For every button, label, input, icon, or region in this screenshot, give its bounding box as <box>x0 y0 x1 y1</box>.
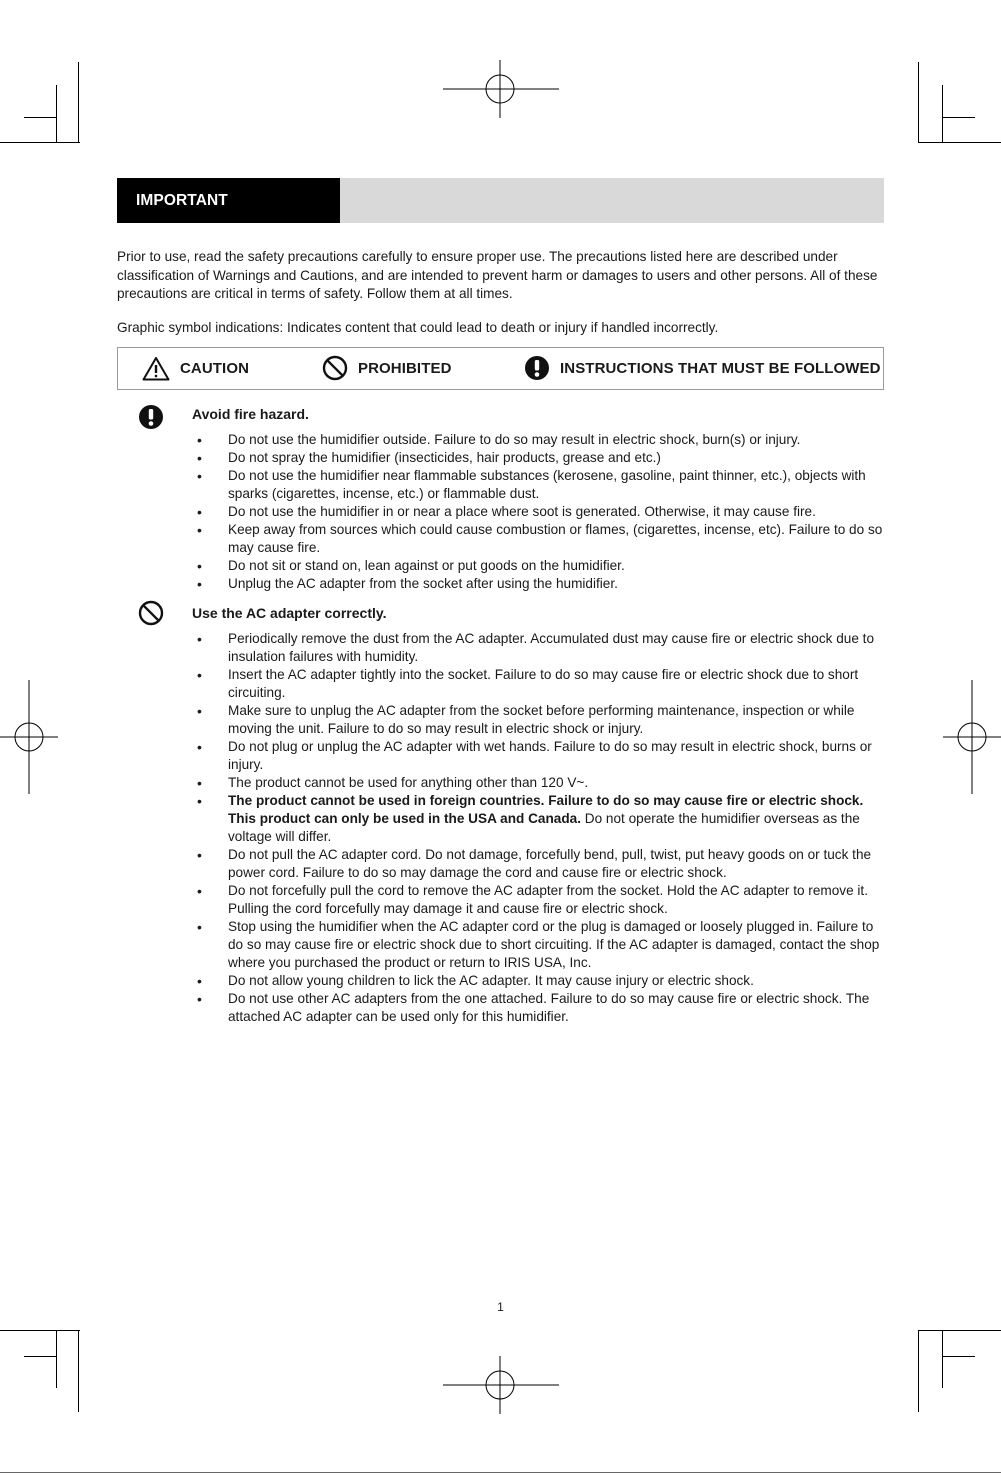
list-item: • Do not use other AC adapters from the one attached. Failure to do so may cause fire or electric shock. The attached AC adapter can be used only for this humidifier. <box>192 990 892 1026</box>
list-item: • Do not allow young children to lick the AC adapter. It may cause injury or electric shock. <box>192 972 892 990</box>
page-title: IMPORTANT SAFEGUARDS <box>117 178 340 223</box>
list-item: • Periodically remove the dust from the AC adapter. Accumulated dust may cause fire or electric shock due to insulation failures with humidity. <box>192 630 892 666</box>
legend-caution <box>142 348 249 388</box>
legend-prohibited <box>322 348 452 388</box>
header-bar <box>117 178 884 254</box>
list-item: • Do not use the humidifier outside. Failure to do so may result in electric shock, burn(s) or injury. <box>192 431 892 449</box>
registration-mark-left-icon <box>0 680 58 794</box>
list-item: • Do not use the humidifier near flammable substances (kerosene, gasoline, paint thinner, etc.), objects with sparks (cigarettes, incense, etc.) or flammable dust. <box>192 467 892 503</box>
list-item: • The product cannot be used for anything other than 120 V~. <box>192 774 892 792</box>
ac-adapter-list <box>192 630 892 1026</box>
legend-prohibited-label: PROHIBITED <box>358 359 452 377</box>
list-item: • Do not sit or stand on, lean against or put goods on the humidifier. <box>192 557 892 575</box>
exclamation-circle-icon <box>138 404 164 430</box>
registration-mark-bottom-icon <box>443 1356 559 1414</box>
list-item: • Make sure to unplug the AC adapter from the socket before performing maintenance, inspection or while moving the unit. Failure to do so may result in electric shock or injury. <box>192 702 892 738</box>
list-item: • Unplug the AC adapter from the socket after using the humidifier. <box>192 575 892 593</box>
legend-instructions <box>524 348 881 388</box>
legend-instructions-label: INSTRUCTIONS THAT MUST BE FOLLOWED <box>560 359 881 377</box>
list-item: • Stop using the humidifier when the AC adapter cord or the plug is damaged or loosely plugged in. Failure to do so may cause fire or electric shock due to short circuiting. If the AC adapter is damaged, contact the shop where you purchased the product or return to IRIS USA, Inc. <box>192 918 892 972</box>
list-item: • Do not forcefully pull the cord to remove the AC adapter from the socket. Hold the AC adapter to remove it. Pulling the cord forcefully may damage it and cause fire or electric shock. <box>192 882 892 918</box>
legend-caution-label: CAUTION <box>180 359 250 377</box>
page-number: 1 <box>497 1300 504 1314</box>
symbol-legend <box>117 347 884 390</box>
list-item: • Insert the AC adapter tightly into the socket. Failure to do so may cause fire or electric shock due to short circuiting. <box>192 666 892 702</box>
list-item-bold-text: The product cannot be used in foreign countries. Failure to do so may cause fire or electric shock. This product can only be used in the USA and Canada. <box>228 793 864 826</box>
section-title-fire-hazard: Avoid fire hazard. <box>192 406 309 422</box>
list-item-text: Do not operate the humidifier overseas as the voltage will differ. <box>228 811 860 844</box>
graphic-indications-text: Graphic symbol indications: Indicates content that could lead to death or injury if handled incorrectly. <box>117 320 719 335</box>
prohibited-icon <box>322 355 348 381</box>
caution-triangle-icon <box>142 356 170 381</box>
list-item: • Keep away from sources which could cause combustion or flames, (cigarettes, incense, etc). Failure to do so may cause fire. <box>192 521 892 557</box>
fire-hazard-list <box>192 431 892 593</box>
list-item <box>192 792 892 846</box>
exclamation-circle-icon <box>524 355 550 381</box>
list-item: • Do not spray the humidifier (insecticides, hair products, grease and etc.) <box>192 449 892 467</box>
list-item: • Do not pull the AC adapter cord. Do not damage, forcefully bend, pull, twist, put heavy goods on or tuck the power cord. Failure to do so may damage the cord and cause fire or electric shock. <box>192 846 892 882</box>
prohibited-icon <box>138 600 164 626</box>
list-item: • Do not plug or unplug the AC adapter with wet hands. Failure to do so may result in electric shock, burns or injury. <box>192 738 892 774</box>
intro-paragraph: Prior to use, read the safety precautions carefully to ensure proper use. The precautions listed here are described under classification of Warnings and Cautions, and are intended to prevent harm or damages to users and other persons. All of these precautions are critical in terms of safety. Follow them at all times. <box>117 249 878 301</box>
list-item: • Do not use the humidifier in or near a place where soot is generated. Otherwise, it may cause fire. <box>192 503 892 521</box>
registration-mark-top-icon <box>443 60 559 118</box>
section-title-ac-adapter: Use the AC adapter correctly. <box>192 605 387 621</box>
registration-mark-right-icon <box>943 680 1001 794</box>
